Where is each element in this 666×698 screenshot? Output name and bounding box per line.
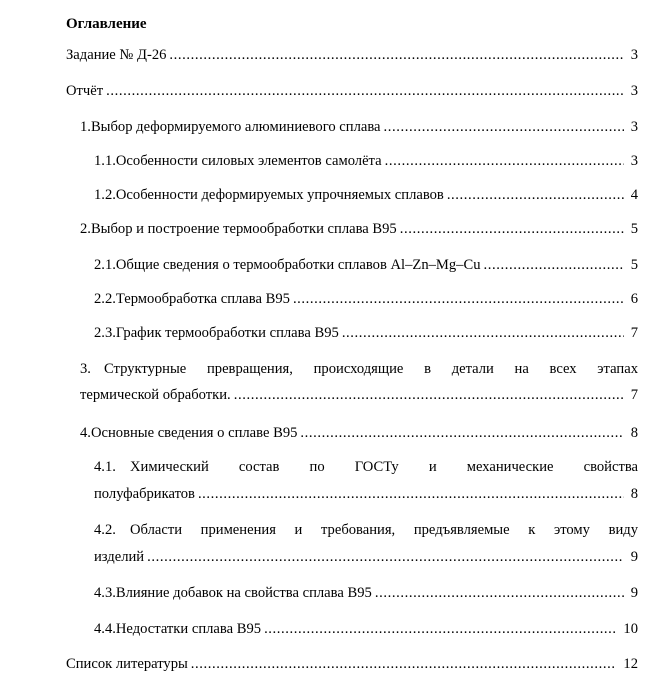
toc-entry-page: 3 xyxy=(630,153,638,169)
dot-leader xyxy=(384,117,624,137)
toc-entry-section-1-2[interactable] xyxy=(94,185,638,205)
toc-entry-text: Отчёт xyxy=(66,83,104,99)
toc-entry-section-3[interactable] xyxy=(80,359,638,379)
toc-entry-section-4-4[interactable] xyxy=(94,619,638,639)
toc-entry-page: 8 xyxy=(630,425,638,441)
toc-entry-page: 3 xyxy=(630,119,638,135)
toc-entry-number: 2. xyxy=(80,221,91,237)
dot-leader xyxy=(400,219,624,239)
dot-leader xyxy=(385,151,624,171)
dot-leader xyxy=(147,547,624,567)
dot-leader xyxy=(169,45,624,65)
toc-entry-section-1[interactable] xyxy=(80,117,638,137)
toc-entry-page: 5 xyxy=(630,257,638,273)
toc-entry-page: 3 xyxy=(630,47,638,63)
toc-entry-page: 9 xyxy=(630,585,638,601)
toc-entry-text: Основные сведения о сплаве В95 xyxy=(90,425,298,441)
toc-entry-text: Влияние добавок на свойства сплава В95 xyxy=(115,585,372,601)
toc-entry-text: Общие сведения о термообработки сплавов Al–Zn–Mg–Cu xyxy=(115,257,481,273)
toc-entry-section-1-1[interactable] xyxy=(94,151,638,171)
toc-entry-page: 5 xyxy=(630,221,638,237)
toc-entry-text: Термообработка сплава В95 xyxy=(115,291,290,307)
toc-entry-report[interactable] xyxy=(66,81,638,101)
toc-entry-text-line1: Химический состав по ГОСТу и механические свойства xyxy=(130,459,638,475)
toc-entry-section-2-3[interactable] xyxy=(94,323,638,343)
dot-leader xyxy=(300,423,624,443)
toc-entry-section-4-1[interactable] xyxy=(94,457,638,477)
toc-heading: Оглавление xyxy=(66,16,147,32)
dot-leader xyxy=(191,654,616,674)
toc-entry-text: Выбор и построение термообработки сплава В95 xyxy=(90,221,397,237)
dot-leader xyxy=(484,255,624,275)
toc-entry-text-line1: Области применения и требования, предъявляемые к этому виду xyxy=(130,522,638,538)
toc-entry-section-4-2[interactable] xyxy=(94,520,638,540)
toc-entry-section-2-1[interactable] xyxy=(94,255,638,275)
toc-entry-section-2[interactable] xyxy=(80,219,638,239)
toc-entry-text: График термообработки сплава В95 xyxy=(115,325,339,341)
toc-entry-page: 7 xyxy=(630,387,638,403)
dot-leader xyxy=(342,323,624,343)
toc-entry-text: Недостатки сплава В95 xyxy=(115,621,262,637)
toc-entry-text: Особенности деформируемых упрочняемых сплавов xyxy=(115,187,444,203)
toc-entry-number: 4.2. xyxy=(94,522,116,538)
toc-entry-number: 1. xyxy=(80,119,91,135)
dot-leader xyxy=(264,619,616,639)
toc-entry-page: 9 xyxy=(630,549,638,565)
dot-leader xyxy=(198,484,624,504)
toc-entry-page: 8 xyxy=(630,486,638,502)
toc-entry-bibliography[interactable] xyxy=(66,654,638,674)
toc-entry-number: 2.2. xyxy=(94,291,116,307)
toc-entry-section-3-continuation xyxy=(80,385,638,405)
toc-entry-text: Задание № Д-26 xyxy=(66,47,167,63)
toc-entry-number: 4.4. xyxy=(94,621,116,637)
toc-entry-page: 10 xyxy=(623,621,638,637)
toc-entry-text-line2: полуфабрикатов xyxy=(94,486,195,502)
toc-entry-page: 6 xyxy=(630,291,638,307)
toc-entry-page: 7 xyxy=(630,325,638,341)
toc-entry-task[interactable] xyxy=(66,45,638,65)
toc-entry-section-4-2-continuation xyxy=(94,547,638,567)
toc-entry-text-line2: термической обработки. xyxy=(80,387,231,403)
dot-leader xyxy=(293,289,624,309)
toc-entry-number: 2.3. xyxy=(94,325,116,341)
toc-entry-section-4-3[interactable] xyxy=(94,583,638,603)
dot-leader xyxy=(447,185,624,205)
toc-entry-section-2-2[interactable] xyxy=(94,289,638,309)
toc-entry-number: 1.2. xyxy=(94,187,116,203)
toc-entry-number: 3. xyxy=(80,361,91,377)
dot-leader xyxy=(375,583,624,603)
dot-leader xyxy=(106,81,624,101)
toc-entry-text: Список литературы xyxy=(66,656,188,672)
toc-entry-text-line2: изделий xyxy=(94,549,145,565)
toc-entry-text: Выбор деформируемого алюминиевого сплава xyxy=(90,119,381,135)
toc-entry-page: 3 xyxy=(630,83,638,99)
toc-entry-number: 2.1. xyxy=(94,257,116,273)
toc-entry-section-4-1-continuation xyxy=(94,484,638,504)
toc-entry-number: 4.1. xyxy=(94,459,116,475)
toc-entry-text-line1: Структурные превращения, происходящие в детали на всех этапах xyxy=(104,361,638,377)
toc-entry-number: 1.1. xyxy=(94,153,116,169)
toc-entry-page: 12 xyxy=(623,656,638,672)
toc-entry-section-4[interactable] xyxy=(80,423,638,443)
toc-entry-number: 4.3. xyxy=(94,585,116,601)
toc-entry-text: Особенности силовых элементов самолёта xyxy=(115,153,382,169)
toc-entry-number: 4. xyxy=(80,425,91,441)
dot-leader xyxy=(234,385,624,405)
toc-entry-page: 4 xyxy=(630,187,638,203)
